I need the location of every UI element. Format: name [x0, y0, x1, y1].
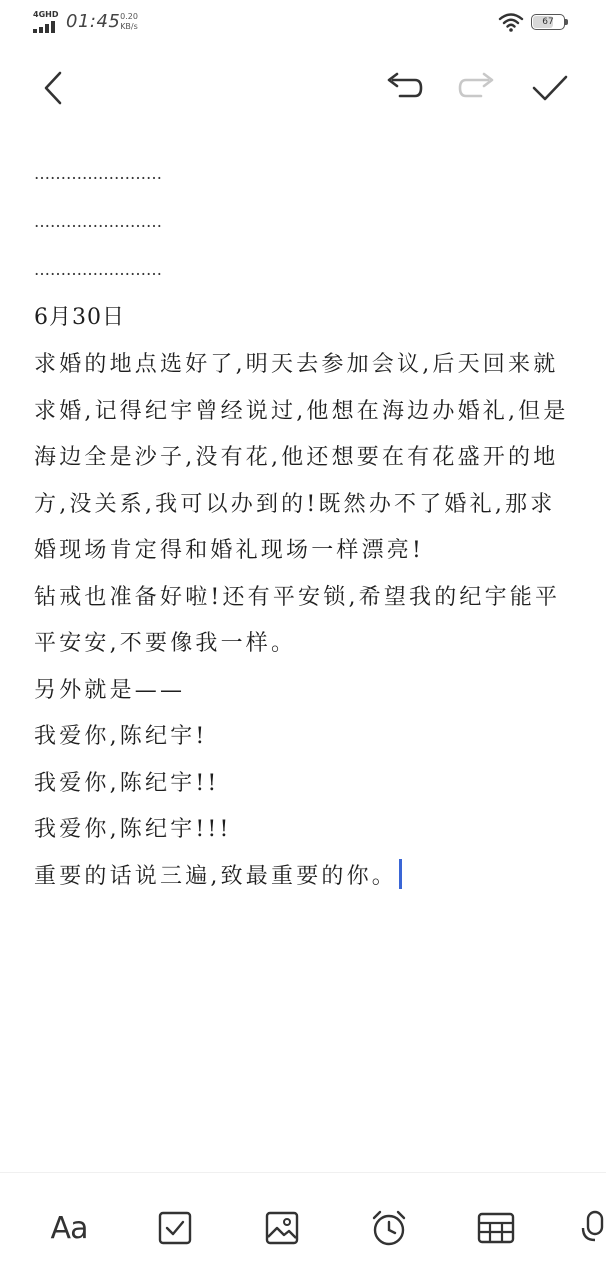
- wifi-icon: [498, 12, 524, 32]
- microphone-icon: [578, 1209, 606, 1247]
- speed-unit: KB/s: [120, 22, 138, 31]
- font-style-label: Aa: [50, 1210, 88, 1246]
- note-paragraph-last: [34, 854, 579, 901]
- chevron-left-icon: [41, 70, 67, 106]
- table-icon: [477, 1212, 515, 1244]
- text-cursor: [399, 859, 402, 889]
- note-paragraph: 钻戒也准备好啦!还有平安锁,希望我的纪宇能平平安安,不要像我一样。: [34, 584, 561, 656]
- note-paragraph: 我爱你,陈纪宇!!: [34, 770, 220, 796]
- note-paragraph: 求婚的地点选好了,明天去参加会议,后天回来就求婚,记得纪宇曾经说过,他想在海边办婚礼,但是海边全是沙子,没有花,他还想要在有花盛开的地方,没关系,我可以办到的!既然办不了婚礼,那求婚现场肯定得和婚礼现场一样漂亮!: [34, 352, 569, 563]
- image-icon: [265, 1211, 299, 1245]
- note-paragraph: 我爱你,陈纪宇!: [34, 724, 208, 749]
- note-paragraph: 我爱你,陈纪宇!!!: [34, 817, 232, 842]
- note-editor[interactable]: [34, 150, 579, 900]
- clock: 01:45: [66, 11, 121, 32]
- dots-line: ……………………: [34, 164, 162, 183]
- battery-indicator: [531, 14, 571, 32]
- checkbox-icon: [158, 1211, 192, 1245]
- redo-icon: [457, 71, 497, 105]
- note-date: 6月30日: [34, 305, 125, 330]
- status-bar: [0, 0, 606, 46]
- undo-button[interactable]: [374, 55, 434, 121]
- dots-line: ……………………: [34, 212, 162, 231]
- reminder-button[interactable]: [364, 1203, 414, 1253]
- battery-cap: [565, 19, 568, 25]
- note-paragraph: 另外就是——: [34, 677, 186, 703]
- checklist-button[interactable]: [150, 1203, 200, 1253]
- done-button[interactable]: [520, 55, 580, 121]
- format-toolbar: [0, 1172, 606, 1281]
- alarm-clock-icon: [370, 1209, 408, 1247]
- insert-image-button[interactable]: [257, 1203, 307, 1253]
- note-paragraph-text: 重要的话说三遍,致最重要的你。: [34, 863, 397, 889]
- battery-level: 67: [542, 17, 554, 27]
- check-icon: [531, 73, 569, 103]
- speed-value: 0.20: [120, 12, 138, 21]
- dots-line: ……………………: [34, 260, 162, 279]
- network-type: 4GHD: [33, 10, 59, 19]
- back-button[interactable]: [24, 55, 84, 121]
- signal-icon: [33, 21, 59, 33]
- undo-icon: [384, 71, 424, 105]
- redo-button[interactable]: [447, 55, 507, 121]
- network-speed: [116, 12, 142, 32]
- insert-table-button[interactable]: [471, 1203, 521, 1253]
- voice-input-button[interactable]: [578, 1203, 606, 1253]
- editor-toolbar: [0, 55, 606, 121]
- font-style-button[interactable]: [44, 1203, 94, 1253]
